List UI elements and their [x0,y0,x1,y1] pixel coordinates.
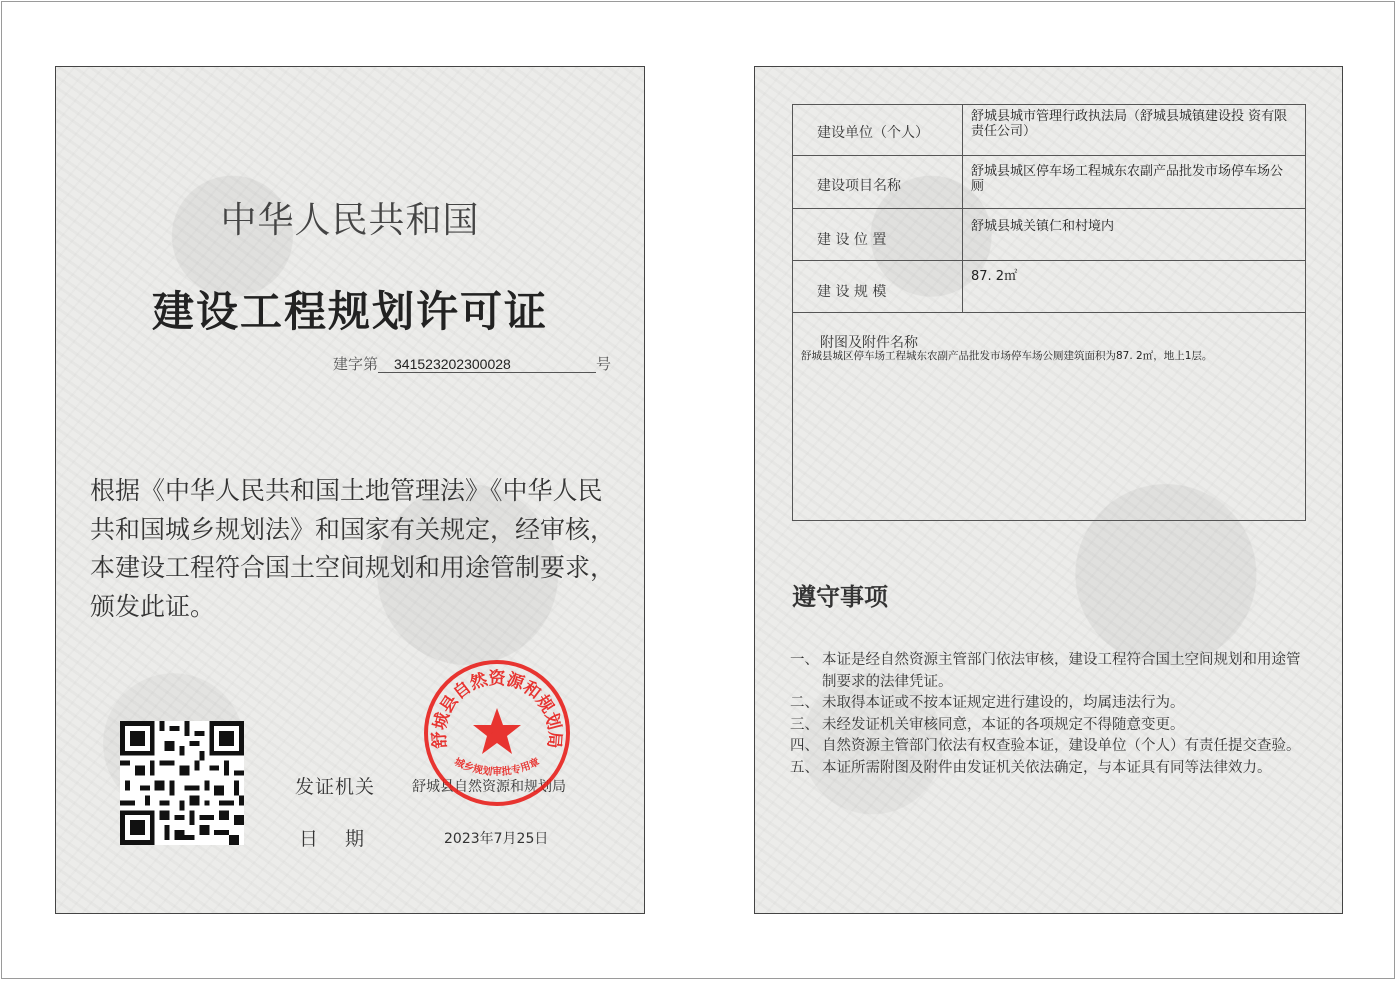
official-seal-stamp [422,658,572,808]
attachment-label: 附图及附件名称 [820,335,918,351]
date-label [299,824,391,851]
table-row [793,105,1305,156]
qr-code [120,721,244,845]
rule-marker: 五、 [790,759,819,776]
row-value-project-name: 舒城县城区停车场工程城东农副产品批发市场停车场公厕 [971,164,1284,194]
cert-no-prefix: 建字第 [333,355,379,373]
issuer-label: 发证机关 [295,776,376,798]
table-row [793,209,1305,261]
issuer-name: 舒城县自然资源和规划局 [412,779,566,795]
rules-title: 遵守事项 [792,583,888,611]
seal-subtext: 城乡规划审批专用章 [452,756,542,778]
cert-no-suffix: 号 [596,355,612,373]
row-label-builder: 建设单位（个人） [793,105,963,155]
certificate-statement: 根据《中华人民共和国土地管理法》《中华人民共和国城乡规划法》和国家有关规定，经审核，本建设工程符合国土空间规划和用途管制要求，颁发此证。 [90,476,616,621]
list-item [790,758,1310,780]
rule-text: 本证是经自然资源主管部门依法审核，建设工程符合国土空间规划和用途管制要求的法律凭证。 [822,652,1301,690]
row-label-scale: 建 设 规 模 [793,261,963,312]
country-name: 中华人民共和国 [220,200,480,241]
rule-text: 未取得本证或不按本证规定进行建设的，均属违法行为。 [822,695,1185,711]
issue-date: 2023年7月25日 [444,831,549,847]
certificate-detail-page [754,66,1343,914]
row-label-project-name: 建设项目名称 [793,156,963,208]
date-label-char-1: 日 [299,828,319,850]
date-label-char-2: 期 [345,828,365,850]
rule-text: 自然资源主管部门依法有权查验本证，建设单位（个人）有责任提交查验。 [822,738,1301,754]
rule-marker: 三、 [790,716,819,733]
rules-list [790,650,1310,779]
attachment-text: 舒城县城区停车场工程城东农副产品批发市场停车场公厕建筑面积为87. 2㎡，地上1层。 [801,350,1213,362]
list-item [790,715,1310,737]
table-row [793,156,1305,209]
rule-marker: 四、 [790,738,819,754]
list-item [790,736,1310,758]
certificate-number [333,353,611,374]
rule-text: 本证所需附图及附件由发证机关依法确定，与本证具有同等法律效力。 [822,759,1272,776]
cert-no-value: 341523202300028 [378,356,596,373]
seal-text: 舒城县自然资源和规划局 [429,668,565,749]
list-item [790,650,1310,693]
row-value-scale: 87. 2㎡ [971,269,1018,284]
row-value-location: 舒城县城关镇仁和村境内 [971,219,1115,234]
row-value-builder: 舒城县城市管理行政执法局（舒城县城镇建设投 资有限责任公司） [971,109,1288,139]
rule-marker: 二、 [790,695,819,711]
rule-marker: 一、 [790,652,819,668]
table-row [793,261,1305,313]
project-info-table [792,104,1306,521]
row-label-location: 建 设 位 置 [793,209,963,260]
certificate-title: 建设工程规划许可证 [151,287,548,336]
list-item [790,693,1310,715]
certificate-cover-page [55,66,645,914]
svg-text:城乡规划审批专用章 [453,755,542,778]
rule-text: 未经发证机关审核同意，本证的各项规定不得随意变更。 [822,716,1185,733]
